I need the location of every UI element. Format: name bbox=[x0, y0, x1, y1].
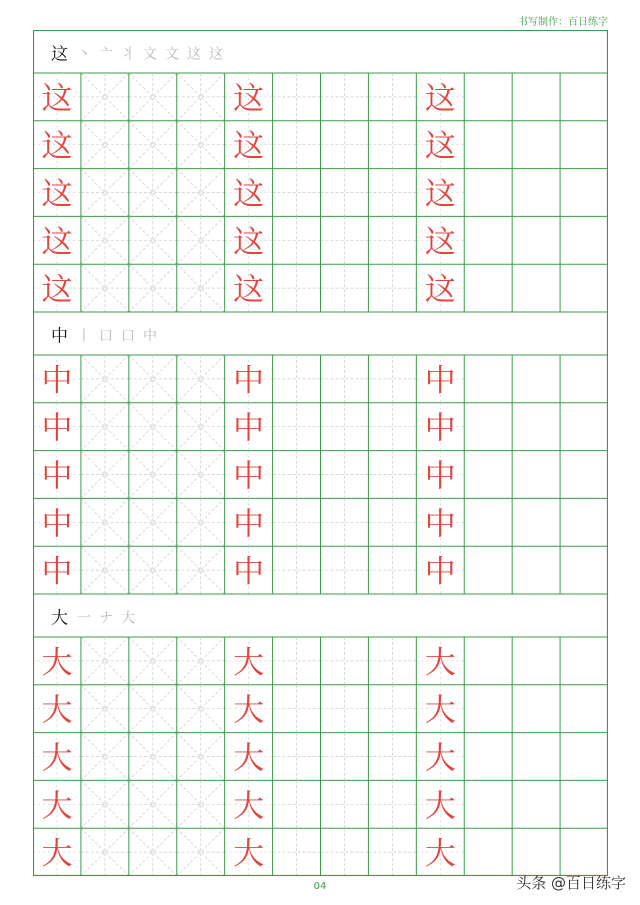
model-character: 大 bbox=[233, 788, 265, 825]
model-character: 中 bbox=[233, 554, 265, 591]
model-character: 中 bbox=[424, 362, 456, 399]
stroke-order-step: 丨 bbox=[77, 328, 91, 345]
stroke-order-step: 文 bbox=[143, 46, 157, 63]
stroke-order-step: ⺦ bbox=[121, 46, 135, 63]
model-character: 这 bbox=[41, 224, 73, 261]
model-character: 这 bbox=[41, 128, 73, 165]
model-character: 大 bbox=[233, 644, 265, 681]
stroke-order-step: 亠 bbox=[99, 46, 113, 63]
model-character: 大 bbox=[233, 740, 265, 777]
model-character: 这 bbox=[424, 224, 456, 261]
model-character: 中 bbox=[424, 458, 456, 495]
model-character: 大 bbox=[41, 644, 73, 681]
model-character: 这 bbox=[233, 272, 265, 309]
model-character: 这 bbox=[233, 224, 265, 261]
model-character: 中 bbox=[233, 506, 265, 543]
model-character: 这 bbox=[41, 272, 73, 309]
model-character: 中 bbox=[41, 362, 73, 399]
stroke-order-step: 中 bbox=[143, 328, 157, 345]
model-character: 中 bbox=[233, 458, 265, 495]
page-number: 04 bbox=[313, 881, 327, 892]
stroke-order-step: 一 bbox=[77, 610, 91, 627]
header-credit: 书写制作：百日练字 bbox=[518, 17, 608, 28]
model-character: 大 bbox=[41, 836, 73, 873]
model-character: 这 bbox=[424, 80, 456, 117]
stroke-order-step: 丶 bbox=[77, 46, 91, 63]
model-character: 这 bbox=[424, 176, 456, 213]
model-character: 中 bbox=[424, 554, 456, 591]
practice-sheet bbox=[33, 30, 608, 876]
stroke-order-step: 这 bbox=[209, 46, 223, 63]
section-character: 中 bbox=[51, 326, 68, 347]
model-character: 大 bbox=[424, 836, 456, 873]
watermark: 头条 @百日练字 bbox=[516, 874, 626, 892]
stroke-order-step: 大 bbox=[121, 610, 135, 627]
model-character: 中 bbox=[233, 410, 265, 447]
model-character: 中 bbox=[233, 362, 265, 399]
section-character: 大 bbox=[51, 608, 68, 629]
model-character: 大 bbox=[424, 740, 456, 777]
stroke-order-step: ナ bbox=[99, 610, 113, 627]
model-character: 大 bbox=[424, 692, 456, 729]
stroke-order-step: 口 bbox=[121, 328, 135, 345]
model-character: 中 bbox=[41, 410, 73, 447]
stroke-order-step: 口 bbox=[99, 328, 113, 345]
stroke-order-step: 这 bbox=[187, 46, 201, 63]
model-character: 大 bbox=[233, 836, 265, 873]
model-character: 这 bbox=[233, 176, 265, 213]
model-character: 中 bbox=[41, 554, 73, 591]
stroke-order-step: 文 bbox=[165, 46, 179, 63]
model-character: 大 bbox=[41, 788, 73, 825]
model-character: 中 bbox=[424, 506, 456, 543]
model-character: 大 bbox=[233, 692, 265, 729]
model-character: 这 bbox=[233, 128, 265, 165]
model-character: 大 bbox=[424, 788, 456, 825]
model-character: 大 bbox=[424, 644, 456, 681]
model-character: 这 bbox=[41, 176, 73, 213]
section-header-0 bbox=[51, 45, 223, 65]
section-header-2 bbox=[51, 609, 135, 629]
model-character: 大 bbox=[41, 692, 73, 729]
model-character: 这 bbox=[233, 80, 265, 117]
model-character: 这 bbox=[41, 80, 73, 117]
model-character: 中 bbox=[424, 410, 456, 447]
model-character: 这 bbox=[424, 128, 456, 165]
model-character: 中 bbox=[41, 458, 73, 495]
model-character: 中 bbox=[41, 506, 73, 543]
section-character: 这 bbox=[51, 44, 68, 65]
model-character: 这 bbox=[424, 272, 456, 309]
model-character: 大 bbox=[41, 740, 73, 777]
section-header-1 bbox=[51, 327, 157, 347]
